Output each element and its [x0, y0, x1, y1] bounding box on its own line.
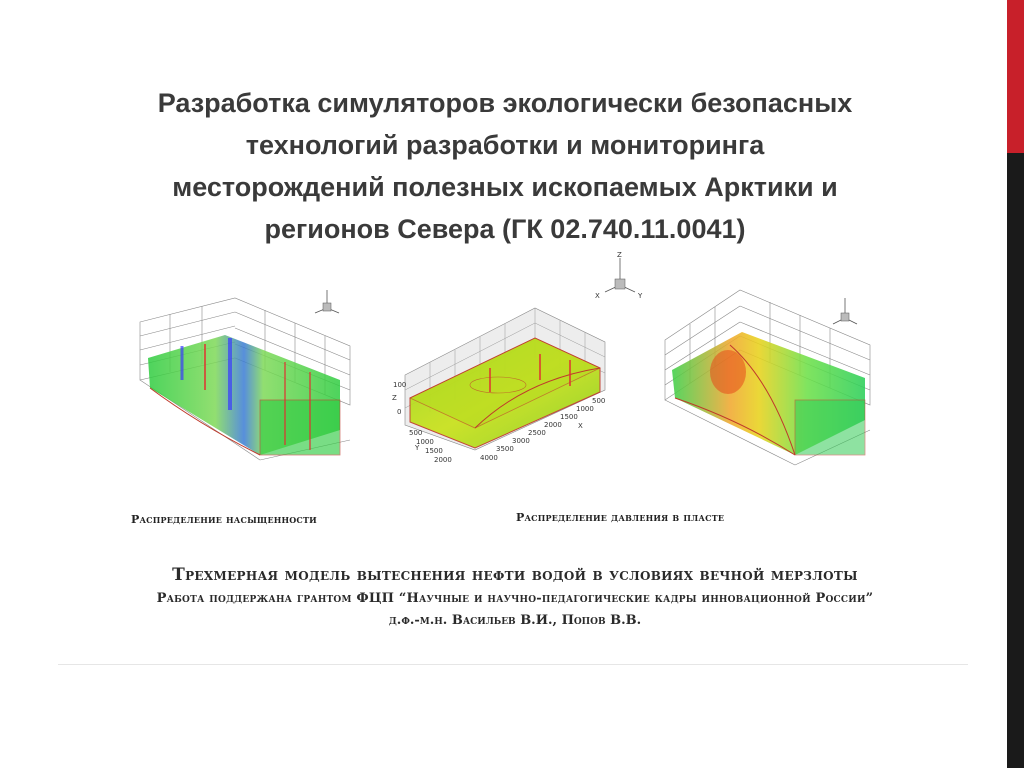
triad-y-label: Y: [638, 292, 643, 300]
y-label: Y: [415, 444, 420, 452]
x-tick-7: 500: [592, 397, 606, 405]
x-label: X: [578, 422, 583, 430]
right-plot: [665, 290, 870, 465]
triad-x-label: X: [595, 292, 600, 300]
left-axis-triad: [315, 290, 339, 313]
pressure-plot: [392, 251, 643, 464]
slide-accent-dark-bar: [1007, 153, 1024, 768]
x-tick-5: 1500: [560, 413, 578, 421]
z-tick-0: 100: [393, 381, 407, 389]
slide-accent-red-bar: [1007, 0, 1024, 153]
y-tick-1: 1000: [416, 438, 434, 446]
simulation-plots: [130, 250, 890, 510]
saturation-plot: [140, 290, 350, 460]
right-axis-triad: [833, 298, 857, 324]
right-plot-volume: [672, 332, 865, 455]
credits-authors: д.ф.-м.н. Васильев В.И., Попов В.В.: [388, 613, 642, 628]
simulation-figure: [130, 250, 890, 510]
center-plot-volume: [410, 338, 600, 448]
x-tick-3: 2500: [528, 429, 546, 437]
left-plot-volume: [148, 335, 340, 455]
z-tick-1: 0: [397, 408, 402, 416]
caption-saturation: Распределение насыщенности: [131, 513, 317, 526]
credits-grant: Работа поддержана грантом ФЦП “Научные и научно-педагогические кадры инновационной России”: [156, 591, 874, 606]
credits-model-title: Трехмерная модель вытеснения нефти водой в условиях вечной мерзлоты: [172, 565, 858, 585]
x-tick-4: 2000: [544, 421, 562, 429]
title-line-2: технологий разработки и мониторинга: [245, 130, 765, 160]
caption-pressure: Распределение давления в пласте: [516, 511, 725, 524]
y-tick-2: 1500: [425, 447, 443, 455]
title-line-4: регионов Севера (ГК 02.740.11.0041): [264, 214, 746, 244]
x-tick-6: 1000: [576, 405, 594, 413]
x-tick-2: 3000: [512, 437, 530, 445]
slide-title: [40, 82, 970, 250]
footer-divider: [58, 664, 968, 665]
title-line-3: месторождений полезных ископаемых Арктики и: [172, 172, 838, 202]
x-tick-0: 4000: [480, 454, 498, 462]
figure-credits: [50, 562, 980, 632]
z-label: Z: [392, 394, 397, 402]
title-line-1: Разработка симуляторов экологически безопасных: [157, 88, 853, 118]
y-tick-0: 500: [409, 429, 423, 437]
center-axis-triad: [595, 251, 643, 300]
y-tick-3: 2000: [434, 456, 452, 464]
triad-z-label: Z: [617, 251, 622, 259]
x-tick-1: 3500: [496, 445, 514, 453]
